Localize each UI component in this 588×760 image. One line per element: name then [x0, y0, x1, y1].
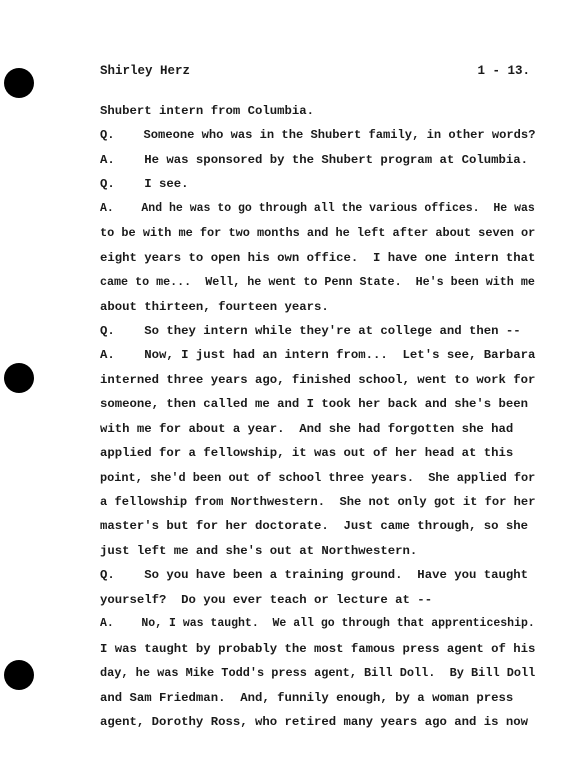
transcript-line: someone, then called me and I took her back and she's been — [100, 397, 529, 412]
transcript-line: came to me... Well, he went to Penn State. He's been with me — [100, 275, 535, 290]
transcript-line: master's but for her doctorate. Just came through, so she — [100, 519, 529, 534]
transcript-line: I was taught by probably the most famous press agent of his — [100, 641, 536, 656]
interviewee-name: Shirley Herz — [100, 64, 191, 78]
transcript-line: agent, Dorothy Ross, who retired many years ago and is now — [100, 714, 529, 729]
transcript-line: Shubert intern from Columbia. — [100, 104, 315, 118]
transcript-line: Q. So you have been a training ground. Have you taught — [100, 568, 529, 583]
transcript-line: Q. So they intern while they're at college and then -- — [100, 323, 521, 338]
punch-hole — [4, 68, 34, 98]
transcript-line: A. He was sponsored by the Shubert program at Columbia. — [100, 152, 529, 167]
transcript-line: A. Now, I just had an intern from... Let's see, Barbara — [100, 348, 536, 363]
transcript-line: and Sam Friedman. And, funnily enough, by a woman press — [100, 690, 514, 705]
transcript-line: applied for a fellowship, it was out of her head at this — [100, 446, 514, 461]
transcript-line: day, he was Mike Todd's press agent, Bill Doll. By Bill Doll — [100, 666, 536, 681]
transcript-line: A. And he was to go through all the various offices. He was — [100, 201, 535, 215]
transcript-line: a fellowship from Northwestern. She not only got it for her — [100, 495, 536, 509]
transcript-line: interned three years ago, finished school, went to work for — [100, 372, 536, 387]
transcript-line: yourself? Do you ever teach or lecture at -- — [100, 592, 433, 607]
transcript-line: A. No, I was taught. We all go through that apprenticeship. — [100, 617, 535, 631]
transcript-line: about thirteen, fourteen years. — [100, 299, 329, 314]
transcript-line: just left me and she's out at Northwestern. — [100, 543, 418, 558]
punch-hole — [4, 363, 34, 393]
transcript-line: Q. I see. — [100, 177, 189, 192]
punch-hole — [4, 660, 34, 690]
transcript-body — [100, 99, 536, 734]
transcript-line: eight years to open his own office. I have one intern that — [100, 250, 536, 265]
transcript-line: to be with me for two months and he left after about seven or — [100, 226, 536, 241]
transcript-line: with me for about a year. And she had forgotten she had — [100, 421, 514, 436]
page-header — [100, 64, 530, 82]
page-number: 1 - 13. — [477, 64, 530, 78]
transcript-line: Q. Someone who was in the Shubert family, in other words? — [100, 128, 536, 143]
transcript-line: point, she'd been out of school three years. She applied for — [100, 470, 536, 485]
